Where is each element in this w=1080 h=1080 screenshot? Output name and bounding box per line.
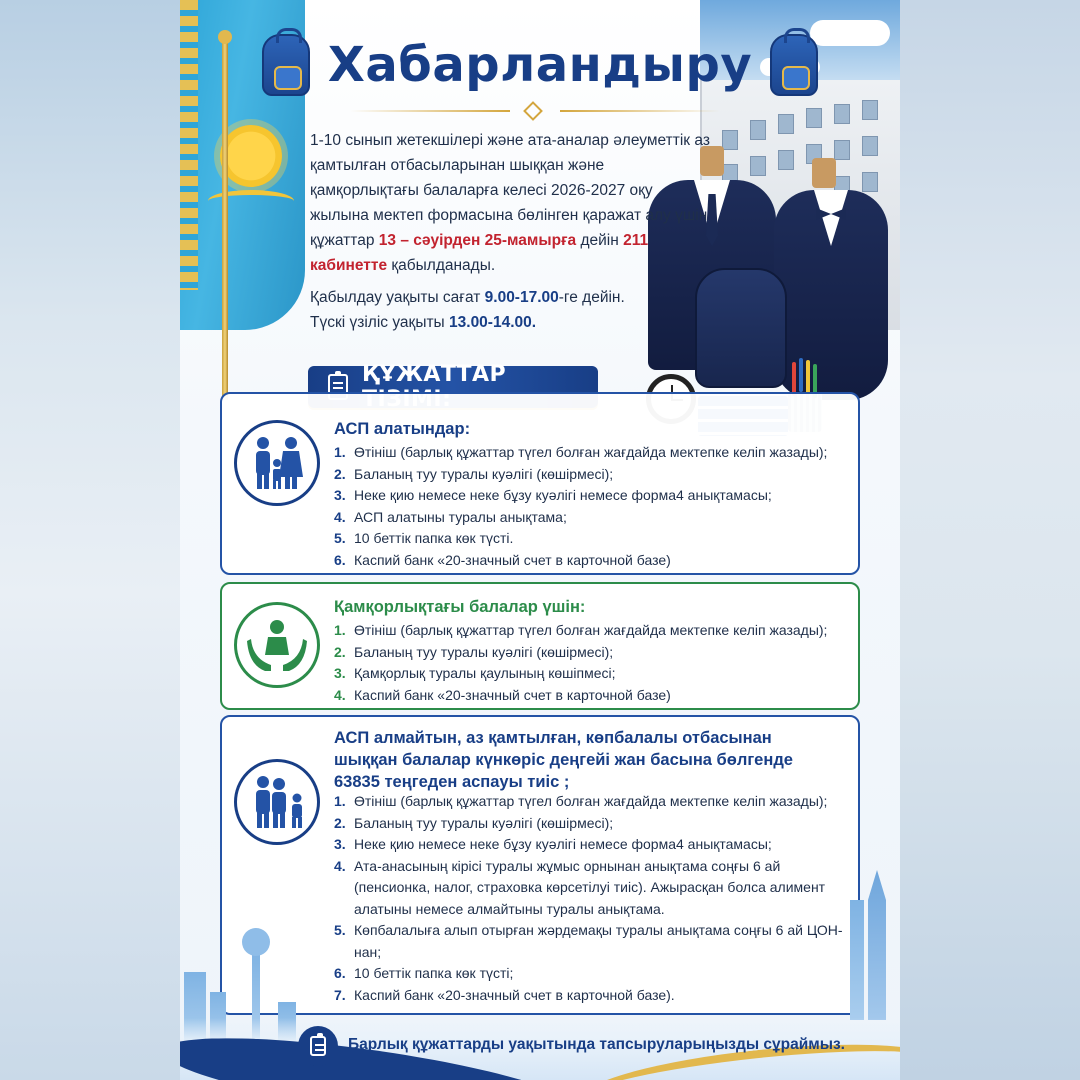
list-item: 1. Өтініш (барлық құжаттар түгел болған жағдайда мектепке келіп жазады); [334,622,828,638]
list-item: 1. Өтініш (барлық құжаттар түгел болған жағдайда мектепке келіп жазады); [334,793,828,809]
list-item: 6. Каспий банк «20-значный счет в карточной базе) [334,551,671,568]
intro-text [310,128,710,278]
flag-finial [218,30,232,44]
clipboard-icon [298,1026,338,1066]
document-list [334,791,854,1006]
list-item: 2. Баланың туу туралы куәлігі (көшірмесі); [334,643,614,660]
list-item: 2. Баланың туу туралы куәлігі (көшірмесі); [334,465,614,482]
card-title: АСП алмайтын, аз қамтылған, көпбалалы отбасынан шыққан балалар күнкөріс деңгейі жан басына бөлгенде 63835 теңгеден аспауы тиіс ; [334,729,793,791]
flag-ornament [180,0,198,290]
announcement-poster [180,0,900,1080]
backpack-icon [770,34,818,96]
card-title: АСП алатындар: [334,420,471,438]
intro-text-part: дейін [576,232,624,249]
flag-sun-icon [220,125,282,187]
flag-eagle-icon [208,190,294,212]
list-item: 2. Баланың туу туралы куәлігі (көшірмесі); [334,814,614,831]
documents-list-title: ҚҰЖАТТАР [362,362,507,387]
list-item: 5. 10 беттік папка көк түсті. [334,530,514,546]
low-income-families-card [220,715,860,1015]
family-icon [234,759,320,845]
asp-recipients-card [220,392,860,575]
page-title: Хабарландыру [327,37,753,93]
list-item: 6. 10 беттік папка көк түсті; [334,965,514,981]
document-list [334,620,854,706]
footer [180,1018,900,1080]
list-item: 4. Ата-анасының кірісі туралы жұмыс орнынан анықтама соңғы 6 ай (пенсионка, налог, страховка көрсетілуі тиіс). Ажырасқан болса алимент алатыны немесе алмайтыны туралы анықтама. [334,857,826,917]
title-divider [350,104,720,118]
header [280,30,800,100]
flag-pole [222,40,228,400]
card-title: Қамқорлықтағы балалар үшін: [334,598,586,616]
list-item: 5. Көпбалалыға алып отырған жәрдемақы туралы анықтама соңғы 6 ай ЦОН-нан; [334,922,843,960]
reception-hours [310,285,710,335]
mannequin-neck [812,158,836,188]
list-item: 3. Неке қию немесе неке бұзу куәлігі немесе форма4 анықтамасы; [334,836,772,852]
reception-hours-line: Қабылдау уақыты сағат 9.00-17.00-ге дейін. [310,289,625,306]
lunch-break-line: Түскі үзіліс уақыты 13.00-14.00. [310,314,537,331]
caring-hands-icon [234,602,320,688]
blurred-background-left [0,0,180,1080]
list-item: 4. АСП алатыны туралы анықтама; [334,508,567,525]
intro-text-part: қабылданады. [387,257,496,274]
intro-text-part: 1-10 сынып жетекшілері және ата-аналар әлеуметтік аз қамтылған отбасыларынан шыққан және қамқорлықтағы балаларға келесі 2026-2027 оқу жылына мектеп формасына бөлінген қаражат алу үшін құжаттар [310,132,710,249]
document-list [334,442,854,571]
list-item: 1. Өтініш (барлық құжаттар түгел болған жағдайда мектепке келіп жазады); [334,444,828,460]
list-item: 4. Каспий банк «20-значный счет в карточной базе) [334,686,671,703]
family-icon [234,420,320,506]
list-item: 3. Неке қию немесе неке бұзу куәлігі немесе форма4 анықтамасы; [334,487,772,503]
intro-room: 211 кабинетте [310,232,649,274]
reception-hours-value: 9.00-17.00 [484,289,559,306]
city-skyline-illustration [840,860,900,1020]
lunch-break-value: 13.00-14.00. [449,314,537,331]
list-item: 7. Каспий банк «20-значный счет в карточной базе). [334,986,675,1003]
footer-text: Барлық құжаттарды уақытында тапсыруларыңызды сұраймыз. [348,1036,845,1053]
intro-dates: 13 – сәуірден 25-мамырға [378,232,577,249]
list-item: 3. Қамқорлық туралы қаулының көшіпмесі; [334,665,616,681]
backpack-icon [262,34,310,96]
guardianship-children-card [220,582,860,710]
blurred-background-right [900,0,1080,1080]
